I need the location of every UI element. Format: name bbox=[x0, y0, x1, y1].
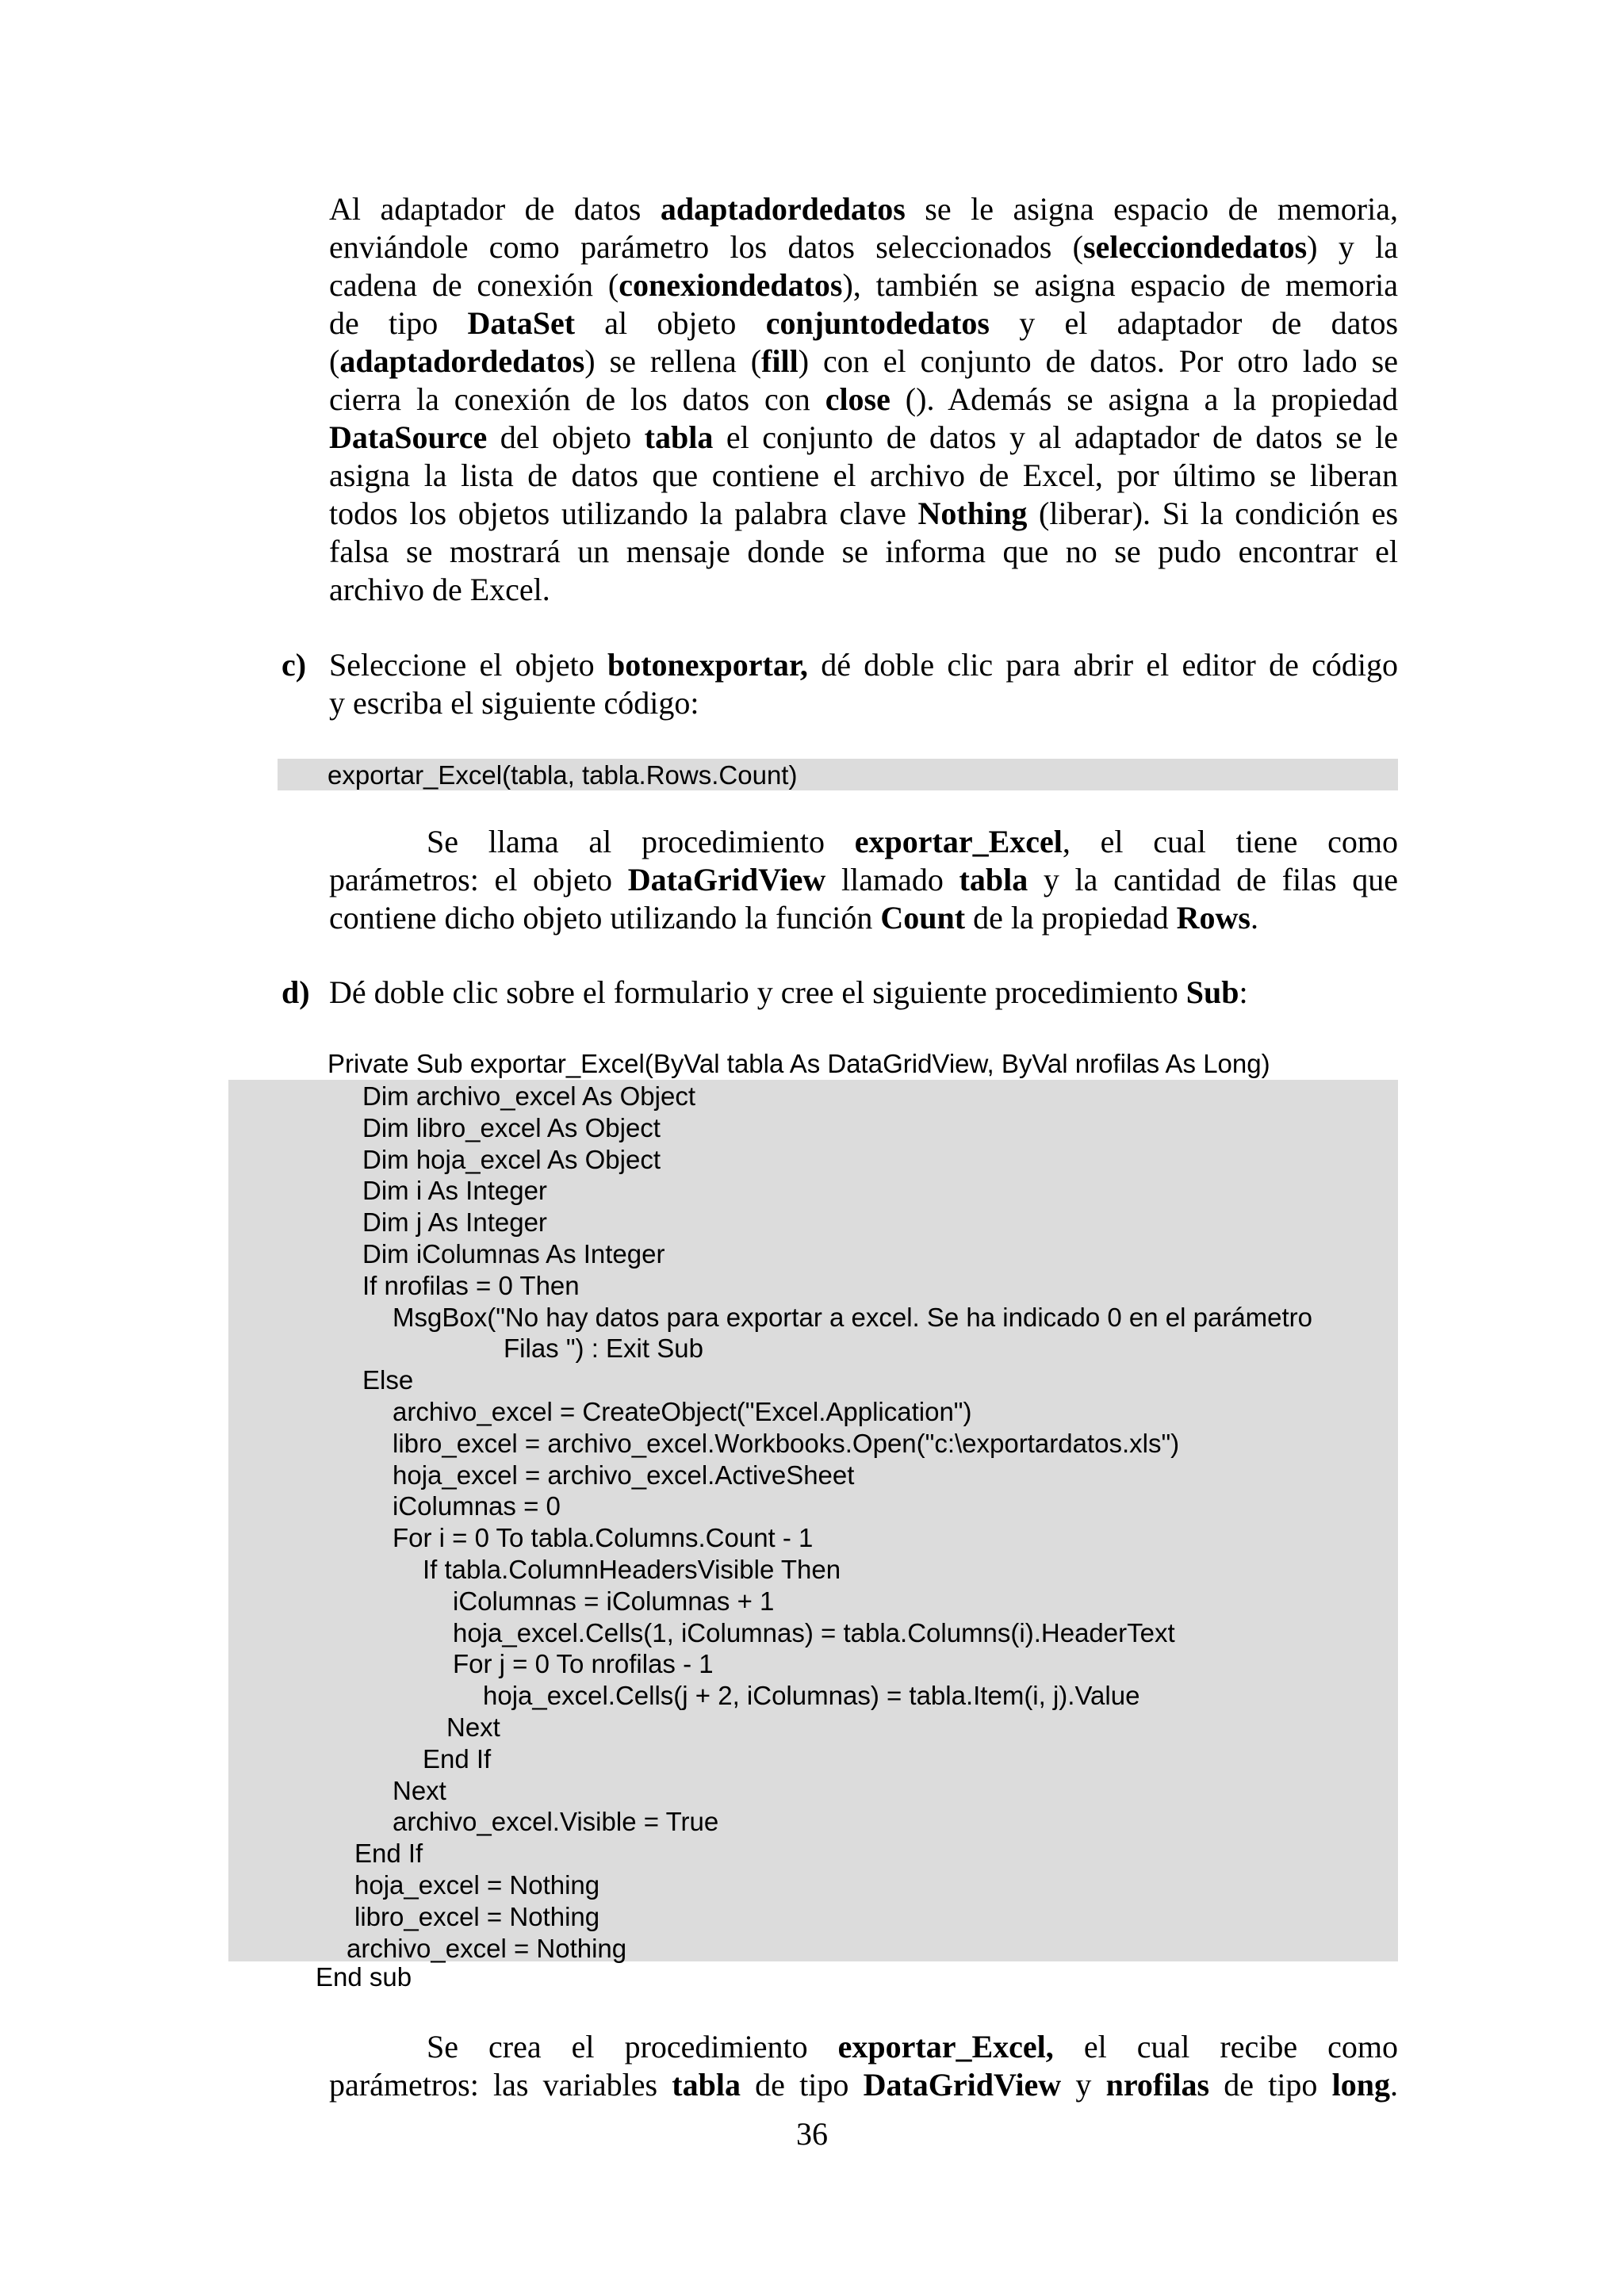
text-line bbox=[329, 304, 1398, 342]
text-run: ) se rellena ( bbox=[584, 343, 762, 379]
code-line: Dim iColumnas As Integer bbox=[362, 1239, 665, 1269]
text-run: parámetros: el objeto bbox=[329, 862, 628, 897]
code-line: hoja_excel = Nothing bbox=[354, 1870, 600, 1900]
code-line: For i = 0 To tabla.Columns.Count - 1 bbox=[393, 1523, 814, 1552]
text-line bbox=[329, 419, 1398, 457]
text-run: . bbox=[1390, 2067, 1399, 2103]
code-line: Dim libro_excel As Object bbox=[362, 1113, 661, 1142]
text-run: al objeto bbox=[575, 305, 766, 341]
text-run: , el cual tiene como bbox=[1062, 824, 1399, 859]
text-run: cadena de conexión ( bbox=[329, 267, 619, 303]
text-line bbox=[329, 266, 1398, 304]
text-run: Dé doble clic sobre el formulario y cree el siguiente procedimiento bbox=[329, 974, 1186, 1010]
text-run: asigna la lista de datos que contiene el archivo de Excel, por último se liberan bbox=[329, 457, 1398, 493]
bold-term: DataGridView bbox=[627, 862, 826, 897]
text-run: ( bbox=[329, 343, 340, 379]
code-line: MsgBox("No hay datos para exportar a excel. Se ha indicado 0 en el parámetro bbox=[393, 1303, 1313, 1332]
code-line: For j = 0 To nrofilas - 1 bbox=[453, 1649, 714, 1678]
bold-term: selecciondedatos bbox=[1082, 229, 1308, 265]
code-line: Dim j As Integer bbox=[362, 1207, 547, 1237]
text-run: llamado bbox=[825, 862, 959, 897]
text-run: (liberar). Si la condición es bbox=[1027, 496, 1399, 531]
text-run: Se llama al procedimiento bbox=[427, 824, 855, 859]
text-line bbox=[329, 823, 1398, 861]
text-run: dé doble clic para abrir el editor de código bbox=[807, 647, 1398, 683]
code-line: If nrofilas = 0 Then bbox=[362, 1271, 580, 1300]
code-line: libro_excel = archivo_excel.Workbooks.Open("c:\exportardatos.xls") bbox=[393, 1429, 1180, 1458]
code-block-2-footer: End sub bbox=[316, 1962, 412, 1992]
text-run: se le asigna espacio de memoria, bbox=[905, 191, 1398, 227]
text-run: y bbox=[1061, 2067, 1106, 2103]
bold-term: fill bbox=[761, 343, 799, 379]
code-block-2-header: Private Sub exportar_Excel(ByVal tabla As DataGridView, ByVal nrofilas As Long) bbox=[327, 1049, 1270, 1078]
text-line bbox=[329, 861, 1398, 899]
code-line: archivo_excel.Visible = True bbox=[393, 1807, 719, 1836]
text-run: archivo de Excel. bbox=[329, 572, 550, 607]
text-run: ) con el conjunto de datos. Por otro lado se bbox=[798, 343, 1398, 379]
code-line: hoja_excel.Cells(1, iColumnas) = tabla.Columns(i).HeaderText bbox=[453, 1618, 1175, 1647]
code-line: iColumnas = 0 bbox=[393, 1491, 561, 1521]
paragraph-adaptador bbox=[329, 190, 1398, 609]
bold-term: tabla bbox=[672, 2067, 741, 2103]
text-run: el conjunto de datos y al adaptador de datos se le bbox=[713, 419, 1398, 455]
text-run: de tipo bbox=[329, 305, 468, 341]
text-run: (). Además se asigna a la propiedad bbox=[890, 381, 1399, 417]
code-block-1-line: exportar_Excel(tabla, tabla.Rows.Count) bbox=[327, 760, 798, 790]
text-line bbox=[329, 571, 1398, 609]
bold-term: Sub bbox=[1185, 974, 1239, 1010]
text-run: ), también se asigna espacio de memoria bbox=[842, 267, 1398, 303]
bold-term: long bbox=[1331, 2067, 1391, 2103]
code-line: Dim hoja_excel As Object bbox=[362, 1145, 661, 1174]
bold-term: DataSet bbox=[467, 305, 576, 341]
text-run: y la cantidad de filas que bbox=[1028, 862, 1399, 897]
code-line: archivo_excel = Nothing bbox=[347, 1934, 627, 1963]
bold-term: Nothing bbox=[917, 496, 1028, 531]
text-run: de tipo bbox=[740, 2067, 864, 2103]
code-line: If tabla.ColumnHeadersVisible Then bbox=[423, 1555, 841, 1584]
text-line bbox=[329, 2066, 1398, 2104]
text-line bbox=[329, 228, 1398, 266]
text-line bbox=[329, 974, 1398, 1012]
item-c-text bbox=[329, 646, 1398, 722]
text-line bbox=[329, 533, 1398, 571]
code-line: Dim archivo_excel As Object bbox=[362, 1081, 695, 1111]
text-line bbox=[329, 457, 1398, 495]
text-line bbox=[329, 381, 1398, 419]
code-line: Dim i As Integer bbox=[362, 1176, 547, 1205]
text-run: del objeto bbox=[487, 419, 645, 455]
code-line: hoja_excel = archivo_excel.ActiveSheet bbox=[393, 1460, 855, 1490]
bold-term: adaptadordedatos bbox=[660, 191, 906, 227]
text-run: : bbox=[1239, 974, 1248, 1010]
item-c-label: c) bbox=[282, 647, 307, 683]
bold-term: tabla bbox=[959, 862, 1028, 897]
text-line bbox=[329, 495, 1398, 533]
text-run: de tipo bbox=[1209, 2067, 1332, 2103]
bold-term: exportar_Excel bbox=[854, 824, 1063, 859]
code-line: hoja_excel.Cells(j + 2, iColumnas) = tabla.Item(i, j).Value bbox=[483, 1681, 1140, 1710]
text-run: Al adaptador de datos bbox=[329, 191, 661, 227]
code-line: Next bbox=[446, 1712, 500, 1742]
bold-term: botonexportar, bbox=[607, 647, 808, 683]
text-run: cierra la conexión de los datos con bbox=[329, 381, 825, 417]
text-run: y escriba el siguiente código: bbox=[329, 685, 699, 721]
bold-term: close bbox=[825, 381, 891, 417]
paragraph-procedimiento bbox=[329, 2028, 1398, 2104]
text-line bbox=[329, 190, 1398, 228]
text-line bbox=[329, 899, 1398, 937]
code-line: Else bbox=[362, 1365, 414, 1395]
text-run: todos los objetos utilizando la palabra clave bbox=[329, 496, 918, 531]
text-line bbox=[329, 2028, 1398, 2066]
text-run: Se crea el procedimiento bbox=[427, 2029, 838, 2064]
code-line: iColumnas = iColumnas + 1 bbox=[453, 1586, 775, 1616]
text-run: Seleccione el objeto bbox=[329, 647, 607, 683]
bold-term: DataSource bbox=[329, 419, 488, 455]
code-line: archivo_excel = CreateObject("Excel.Application") bbox=[393, 1397, 972, 1426]
bold-term: Count bbox=[880, 900, 966, 936]
item-d-text bbox=[329, 974, 1398, 1012]
page-number: 36 bbox=[796, 2116, 828, 2152]
item-d-label: d) bbox=[282, 974, 310, 1010]
paragraph-llamada bbox=[329, 823, 1398, 937]
bold-term: tabla bbox=[644, 419, 714, 455]
bold-term: exportar_Excel, bbox=[837, 2029, 1054, 2064]
text-run: y el adaptador de datos bbox=[989, 305, 1399, 341]
text-run: parámetros: las variables bbox=[329, 2067, 672, 2103]
bold-term: nrofilas bbox=[1105, 2067, 1210, 2103]
text-run: enviándole como parámetro los datos seleccionados ( bbox=[329, 229, 1083, 265]
text-run: falsa se mostrará un mensaje donde se informa que no se pudo encontrar el bbox=[329, 534, 1398, 569]
bold-term: conexiondedatos bbox=[619, 267, 843, 303]
text-run: ) y la bbox=[1307, 229, 1399, 265]
text-run: el cual recibe como bbox=[1053, 2029, 1398, 2064]
code-line: End If bbox=[423, 1744, 492, 1774]
code-line: Filas ") : Exit Sub bbox=[504, 1334, 703, 1363]
text-run: de la propiedad bbox=[965, 900, 1177, 936]
bold-term: adaptadordedatos bbox=[339, 343, 585, 379]
text-line bbox=[329, 684, 1398, 722]
text-run: . bbox=[1250, 900, 1258, 936]
code-line: Next bbox=[393, 1776, 446, 1805]
text-run: contiene dicho objeto utilizando la función bbox=[329, 900, 881, 936]
bold-term: Rows bbox=[1176, 900, 1251, 936]
text-line bbox=[329, 646, 1398, 684]
bold-term: conjuntodedatos bbox=[765, 305, 990, 341]
code-line: libro_excel = Nothing bbox=[354, 1902, 600, 1931]
text-line bbox=[329, 342, 1398, 381]
code-line: End If bbox=[354, 1839, 423, 1868]
bold-term: DataGridView bbox=[863, 2067, 1062, 2103]
